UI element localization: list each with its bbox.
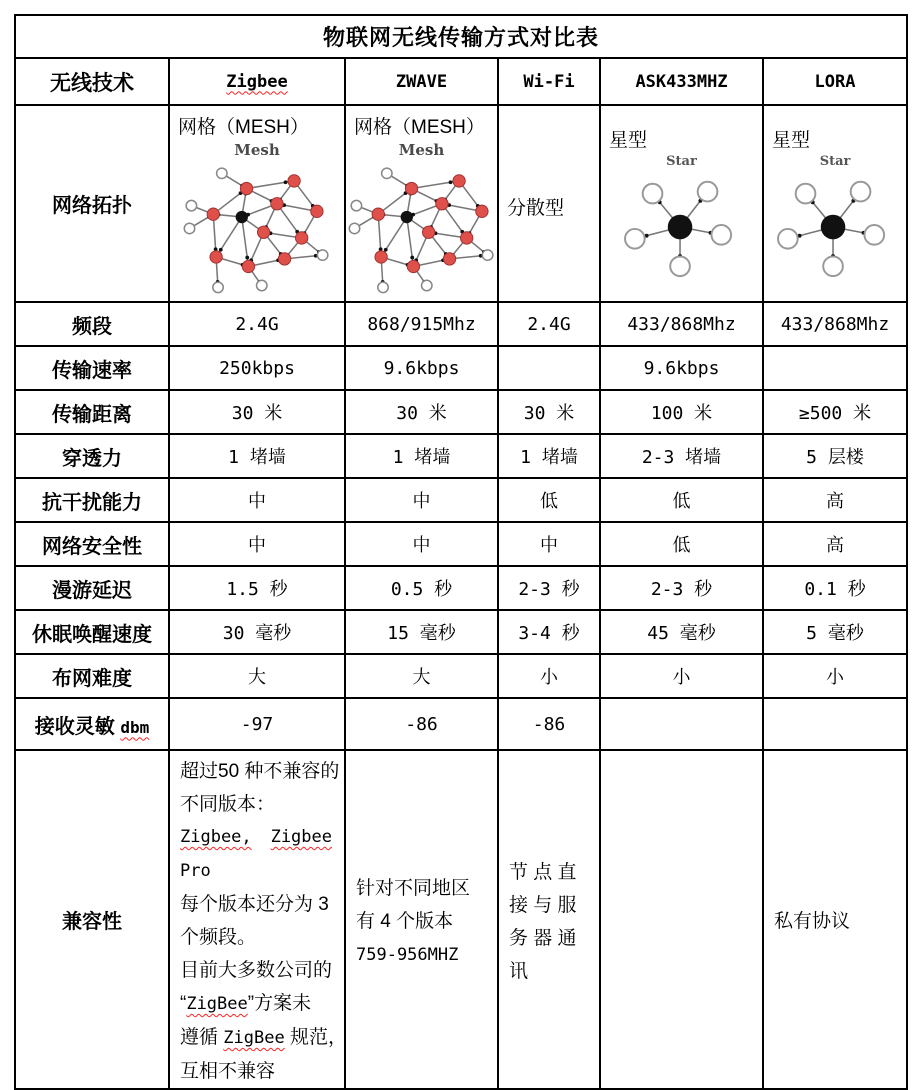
text-segment: 超过50 种不兼容的 <box>180 761 340 782</box>
text-segment: Pro <box>180 861 211 881</box>
row-label-text: 休眠唤醒速度 <box>32 623 152 646</box>
row-label <box>15 610 169 654</box>
row-label-text: 传输速率 <box>52 359 132 382</box>
column-header-ask433mhz <box>600 58 763 105</box>
text-line <box>509 856 591 889</box>
topology-cell <box>763 105 907 302</box>
table-cell-value: 30 米 <box>169 390 345 434</box>
technology-name: ZWAVE <box>395 71 448 92</box>
star-topology-diagram <box>601 154 762 287</box>
column-header-lora <box>763 58 907 105</box>
technology-name: LORA <box>814 71 856 92</box>
text-line <box>180 954 336 987</box>
table-cell-value: 低 <box>600 522 763 566</box>
table-title: 物联网无线传输方式对比表 <box>15 15 907 58</box>
table-cell-value: 中 <box>345 478 498 522</box>
table-cell-value: 1 堵墙 <box>498 434 600 478</box>
row-label-text: 穿透力 <box>62 447 122 470</box>
row-label-compatibility: 兼容性 <box>15 750 169 1089</box>
technology-name: Zigbee <box>226 71 288 92</box>
text-segment: 不同版本： <box>180 794 276 815</box>
spec-row <box>15 434 907 478</box>
comparison-table <box>14 14 908 1090</box>
row-label-text: 抗干扰能力 <box>42 491 142 514</box>
text-segment: 759-956MHZ <box>356 944 459 965</box>
table-cell-value: -86 <box>498 698 600 750</box>
table-cell-value: 小 <box>763 654 907 698</box>
table-cell-value <box>763 346 907 390</box>
table-cell-value: 5 层楼 <box>763 434 907 478</box>
column-header-zwave <box>345 58 498 105</box>
column-header-zigbee <box>169 58 345 105</box>
table-cell-value: 2.4G <box>498 302 600 346</box>
spec-row <box>15 390 907 434</box>
table-cell-value: 大 <box>169 654 345 698</box>
table-cell-value: 30 米 <box>498 390 600 434</box>
diagram-title: Mesh <box>398 141 445 159</box>
row-label-text: 接收灵敏 <box>34 715 115 738</box>
compatibility-cell <box>498 750 600 1089</box>
row-label-unit: dbm <box>120 717 150 737</box>
table-header-row <box>15 58 907 105</box>
table-cell-value: 1.5 秒 <box>169 566 345 610</box>
table-cell-value: 45 毫秒 <box>600 610 763 654</box>
table-cell-value: 小 <box>498 654 600 698</box>
spec-row <box>15 478 907 522</box>
table-cell-value: -86 <box>345 698 498 750</box>
row-label-text: 频段 <box>72 315 112 338</box>
corner-label-wireless-technology: 无线技术 <box>15 58 169 105</box>
comparison-table-body <box>15 15 907 1089</box>
compatibility-text <box>764 901 906 938</box>
text-line <box>356 938 489 972</box>
text-segment: ZigBee <box>223 1028 285 1048</box>
topology-cell <box>345 105 498 302</box>
table-cell-value: 高 <box>763 522 907 566</box>
table-cell-value: 15 毫秒 <box>345 610 498 654</box>
table-cell-value: 30 米 <box>345 390 498 434</box>
table-cell-value <box>600 698 763 750</box>
diagram-title: Star <box>819 154 851 169</box>
compatibility-cell <box>763 750 907 1089</box>
text-line <box>509 922 591 955</box>
row-label <box>15 522 169 566</box>
table-cell-value: 2-3 秒 <box>498 566 600 610</box>
text-segment: 有 4 个版本 <box>356 910 454 932</box>
table-cell-value: 大 <box>345 654 498 698</box>
compatibility-cell <box>345 750 498 1089</box>
row-label-text: 网络安全性 <box>42 535 142 558</box>
table-cell-value: 低 <box>600 478 763 522</box>
compatibility-text <box>170 751 347 1088</box>
text-line <box>509 889 591 922</box>
diagram-title: Mesh <box>234 141 280 159</box>
text-segment: 互相不兼容 <box>180 1061 276 1082</box>
text-segment: 讯 <box>509 960 529 982</box>
topology-type-text: 星型 <box>609 130 648 151</box>
topology-cell <box>498 105 600 302</box>
table-cell-value: 1 堵墙 <box>169 434 345 478</box>
compatibility-text <box>601 918 762 922</box>
text-segment: ZigBee <box>186 994 248 1014</box>
row-label <box>15 346 169 390</box>
spec-row <box>15 654 907 698</box>
row-label <box>15 698 169 750</box>
spec-row <box>15 566 907 610</box>
row-label <box>15 434 169 478</box>
row-label-text: 漫游延迟 <box>52 579 132 602</box>
table-cell-value: 433/868Mhz <box>600 302 763 346</box>
table-cell-value: 高 <box>763 478 907 522</box>
table-cell-value: 433/868Mhz <box>763 302 907 346</box>
compatibility-text <box>499 852 599 988</box>
topology-type-text: 网格（MESH） <box>178 117 309 138</box>
network-topology-row <box>15 105 907 302</box>
table-cell-value: 9.6kbps <box>345 346 498 390</box>
table-cell-value: 0.1 秒 <box>763 566 907 610</box>
table-cell-value: 中 <box>169 478 345 522</box>
star-diagram-graphic <box>601 170 762 287</box>
text-line <box>180 788 336 821</box>
compatibility-text <box>346 868 497 972</box>
table-cell-value: 30 毫秒 <box>169 610 345 654</box>
text-segment: Zigbee <box>270 827 332 847</box>
table-cell-value: 250kbps <box>169 346 345 390</box>
table-cell-value: 3-4 秒 <box>498 610 600 654</box>
text-line <box>356 872 489 905</box>
text-line <box>180 921 336 954</box>
text-line <box>180 854 336 888</box>
text-line <box>356 905 489 938</box>
row-label <box>15 654 169 698</box>
table-cell-value: ≥500 米 <box>763 390 907 434</box>
mesh-diagram-graphic <box>170 160 344 300</box>
table-cell-value: -97 <box>169 698 345 750</box>
text-segment: 遵循 <box>180 1027 224 1048</box>
table-cell-value: 中 <box>345 522 498 566</box>
technology-name: Wi-Fi <box>523 71 575 92</box>
mesh-topology-diagram <box>170 141 344 300</box>
table-cell-value: 2.4G <box>169 302 345 346</box>
row-label-network-topology: 网络拓扑 <box>15 105 169 302</box>
mesh-diagram-graphic <box>346 160 497 300</box>
text-segment: 节 点 直 <box>509 861 577 883</box>
text-line <box>180 888 336 921</box>
text-segment: ”方案未 <box>247 993 312 1014</box>
text-segment: 个频段。 <box>180 927 257 948</box>
mesh-topology-diagram <box>346 141 497 300</box>
text-segment: Zigbee, <box>180 827 252 847</box>
table-cell-value: 中 <box>169 522 345 566</box>
topology-cell <box>169 105 345 302</box>
table-cell-value: 1 堵墙 <box>345 434 498 478</box>
topology-type-text: 网格（MESH） <box>354 117 485 138</box>
topology-type-text: 星型 <box>772 130 811 151</box>
text-line <box>180 755 340 788</box>
text-line <box>509 955 591 988</box>
table-title-row <box>15 15 907 58</box>
row-label-text: 布网难度 <box>52 667 132 690</box>
table-cell-value <box>498 346 600 390</box>
table-cell-value: 868/915Mhz <box>345 302 498 346</box>
table-cell-value: 0.5 秒 <box>345 566 498 610</box>
compatibility-cell <box>169 750 345 1089</box>
spec-row <box>15 302 907 346</box>
technology-name: ASK433MHZ <box>635 71 728 92</box>
text-line <box>180 821 336 854</box>
table-cell-value: 中 <box>498 522 600 566</box>
text-segment: 接 与 服 <box>509 894 577 916</box>
table-cell-value: 低 <box>498 478 600 522</box>
row-label <box>15 478 169 522</box>
text-line <box>180 1021 347 1055</box>
topology-cell <box>600 105 763 302</box>
row-label-text: 传输距离 <box>52 403 132 426</box>
text-segment: “ <box>180 993 187 1014</box>
text-line <box>180 1055 336 1088</box>
spec-row <box>15 522 907 566</box>
diagram-title: Star <box>666 154 697 169</box>
table-cell-value: 小 <box>600 654 763 698</box>
text-segment: 目前大多数公司的 <box>180 960 333 981</box>
row-label <box>15 566 169 610</box>
topology-type-text: 分散型 <box>507 197 565 219</box>
compatibility-cell <box>600 750 763 1089</box>
column-header-wi-fi <box>498 58 600 105</box>
table-cell-value <box>763 698 907 750</box>
star-topology-diagram <box>764 154 906 287</box>
spec-row <box>15 698 907 750</box>
table-cell-value: 100 米 <box>600 390 763 434</box>
table-cell-value: 2-3 堵墙 <box>600 434 763 478</box>
star-diagram-graphic <box>764 170 906 287</box>
text-segment: 务 器 通 <box>509 927 577 949</box>
table-cell-value: 2-3 秒 <box>600 566 763 610</box>
row-label <box>15 390 169 434</box>
text-segment: 针对不同地区 <box>356 877 471 899</box>
text-line <box>774 905 898 938</box>
spec-row <box>15 610 907 654</box>
text-segment: 每个版本还分为 3 <box>180 894 329 915</box>
spec-row <box>15 346 907 390</box>
table-cell-value: 9.6kbps <box>600 346 763 390</box>
table-cell-value: 5 毫秒 <box>763 610 907 654</box>
text-line <box>180 987 336 1021</box>
compatibility-row <box>15 750 907 1089</box>
text-segment: 私有协议 <box>774 911 851 932</box>
row-label <box>15 302 169 346</box>
text-segment: 规范， <box>284 1027 347 1048</box>
